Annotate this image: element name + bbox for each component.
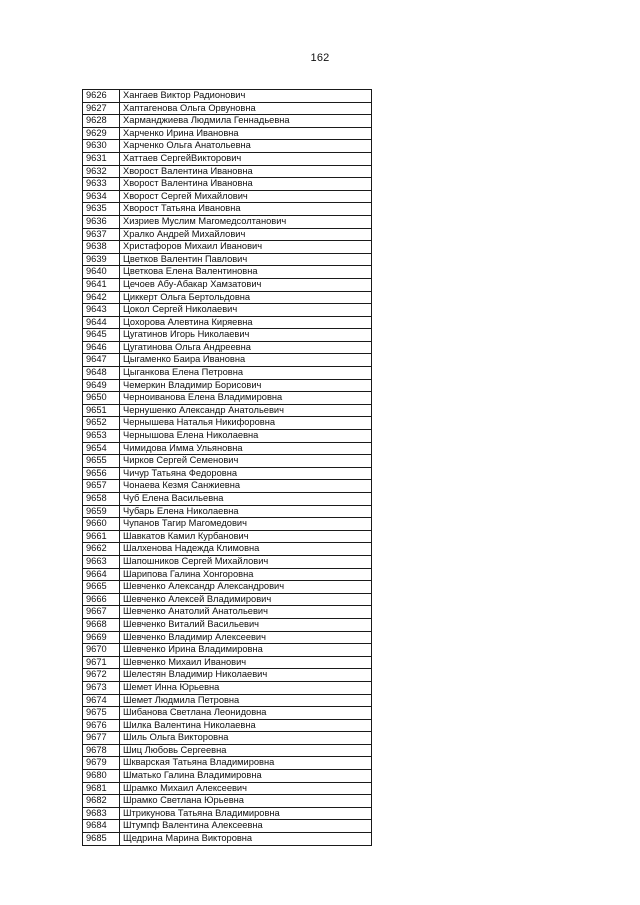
table-row <box>83 644 372 657</box>
person-name: Хворост Сергей Михайлович <box>120 190 372 203</box>
table-row <box>83 631 372 644</box>
person-name: Чирков Сергей Семенович <box>120 455 372 468</box>
row-number: 9633 <box>83 178 120 191</box>
person-name: Хангаев Виктор Радионович <box>120 90 372 103</box>
person-name: Цыгаменко Баира Ивановна <box>120 354 372 367</box>
table-row <box>83 455 372 468</box>
row-number: 9659 <box>83 505 120 518</box>
row-number: 9682 <box>83 795 120 808</box>
row-number: 9685 <box>83 833 120 846</box>
person-name: Шкварская Татьяна Владимировна <box>120 757 372 770</box>
table-row <box>83 417 372 430</box>
table-row <box>83 467 372 480</box>
person-name: Чимидова Имма Ульяновна <box>120 442 372 455</box>
table-row <box>83 178 372 191</box>
row-number: 9630 <box>83 140 120 153</box>
person-name: Харманджиева Людмила Геннадьевна <box>120 115 372 128</box>
row-number: 9629 <box>83 127 120 140</box>
row-number: 9652 <box>83 417 120 430</box>
row-number: 9641 <box>83 278 120 291</box>
table-row <box>83 833 372 846</box>
person-name: Цокол Сергей Николаевич <box>120 304 372 317</box>
person-name: Щедрина Марина Викторовна <box>120 833 372 846</box>
table-row <box>83 341 372 354</box>
person-name: Шматько Галина Владимировна <box>120 770 372 783</box>
row-number: 9665 <box>83 581 120 594</box>
table-row <box>83 719 372 732</box>
table-row <box>83 190 372 203</box>
table-row <box>83 215 372 228</box>
table-row <box>83 606 372 619</box>
row-number: 9631 <box>83 152 120 165</box>
row-number: 9626 <box>83 90 120 103</box>
row-number: 9651 <box>83 404 120 417</box>
table-row <box>83 555 372 568</box>
table-row <box>83 316 372 329</box>
person-name: Цохорова Алевтина Киряевна <box>120 316 372 329</box>
row-number: 9634 <box>83 190 120 203</box>
row-number: 9662 <box>83 543 120 556</box>
table-body <box>83 90 372 846</box>
table-row <box>83 127 372 140</box>
table-row <box>83 304 372 317</box>
row-number: 9640 <box>83 266 120 279</box>
table-row <box>83 152 372 165</box>
person-name: Чуб Елена Васильевна <box>120 493 372 506</box>
row-number: 9660 <box>83 518 120 531</box>
row-number: 9653 <box>83 430 120 443</box>
row-number: 9668 <box>83 618 120 631</box>
person-name: Шевченко Виталий Васильевич <box>120 618 372 631</box>
table-row <box>83 505 372 518</box>
table-row <box>83 770 372 783</box>
table-row <box>83 593 372 606</box>
person-name: Шемет Инна Юрьевна <box>120 681 372 694</box>
person-name: Циккерт Ольга Бертольдовна <box>120 291 372 304</box>
person-name: Шевченко Ирина Владимировна <box>120 644 372 657</box>
table-row <box>83 518 372 531</box>
table-row <box>83 480 372 493</box>
table-row <box>83 140 372 153</box>
person-name: Шрамко Михаил Алексеевич <box>120 782 372 795</box>
row-number: 9644 <box>83 316 120 329</box>
row-number: 9654 <box>83 442 120 455</box>
row-number: 9683 <box>83 807 120 820</box>
person-name: Шевченко Анатолий Анатольевич <box>120 606 372 619</box>
row-number: 9664 <box>83 568 120 581</box>
row-number: 9675 <box>83 707 120 720</box>
person-name: Шелестян Владимир Николаевич <box>120 669 372 682</box>
row-number: 9676 <box>83 719 120 732</box>
row-number: 9671 <box>83 656 120 669</box>
person-name: Цветкова Елена Валентиновна <box>120 266 372 279</box>
person-name: Цугатинов Игорь Николаевич <box>120 329 372 342</box>
person-name: Шилка Валентина Николаевна <box>120 719 372 732</box>
table-row <box>83 782 372 795</box>
page-number: 162 <box>310 52 330 64</box>
person-name: Цечоев Абу-Абакар Хамзатович <box>120 278 372 291</box>
row-number: 9670 <box>83 644 120 657</box>
row-number: 9667 <box>83 606 120 619</box>
table-row <box>83 543 372 556</box>
names-table <box>82 89 372 846</box>
person-name: Чернушенко Александр Анатольевич <box>120 404 372 417</box>
table-row <box>83 707 372 720</box>
person-name: Хаттаев СергейВикторович <box>120 152 372 165</box>
row-number: 9657 <box>83 480 120 493</box>
table-row <box>83 442 372 455</box>
table-row <box>83 757 372 770</box>
row-number: 9647 <box>83 354 120 367</box>
person-name: Чемеркин Владимир Борисович <box>120 379 372 392</box>
person-name: Шевченко Александр Александрович <box>120 581 372 594</box>
table-row <box>83 732 372 745</box>
table-row <box>83 241 372 254</box>
person-name: Цыганкова Елена Петровна <box>120 367 372 380</box>
table-row <box>83 392 372 405</box>
row-number: 9642 <box>83 291 120 304</box>
person-name: Чернышева Наталья Никифоровна <box>120 417 372 430</box>
table-row <box>83 430 372 443</box>
table-row <box>83 354 372 367</box>
table-row <box>83 493 372 506</box>
row-number: 9628 <box>83 115 120 128</box>
table-row <box>83 266 372 279</box>
person-name: Хаптагенова Ольга Орвуновна <box>120 102 372 115</box>
row-number: 9646 <box>83 341 120 354</box>
row-number: 9677 <box>83 732 120 745</box>
person-name: Шавкатов Камил Курбанович <box>120 530 372 543</box>
person-name: Штрикунова Татьяна Владимировна <box>120 807 372 820</box>
table-row <box>83 669 372 682</box>
table-row <box>83 744 372 757</box>
table-row <box>83 329 372 342</box>
table-row <box>83 807 372 820</box>
person-name: Хралко Андрей Михайлович <box>120 228 372 241</box>
row-number: 9636 <box>83 215 120 228</box>
person-name: Христафоров Михаил Иванович <box>120 241 372 254</box>
person-name: Чичур Татьяна Федоровна <box>120 467 372 480</box>
person-name: Чубарь Елена Николаевна <box>120 505 372 518</box>
row-number: 9658 <box>83 493 120 506</box>
person-name: Харченко Ирина Ивановна <box>120 127 372 140</box>
person-name: Черноиванова Елена Владимировна <box>120 392 372 405</box>
row-number: 9655 <box>83 455 120 468</box>
row-number: 9635 <box>83 203 120 216</box>
row-number: 9669 <box>83 631 120 644</box>
row-number: 9638 <box>83 241 120 254</box>
table-row <box>83 291 372 304</box>
person-name: Шиль Ольга Викторовна <box>120 732 372 745</box>
table-row <box>83 367 372 380</box>
person-name: Шевченко Владимир Алексеевич <box>120 631 372 644</box>
person-name: Харченко Ольга Анатольевна <box>120 140 372 153</box>
row-number: 9656 <box>83 467 120 480</box>
person-name: Цветков Валентин Павлович <box>120 253 372 266</box>
person-name: Хворост Валентина Ивановна <box>120 178 372 191</box>
person-name: Шевченко Михаил Иванович <box>120 656 372 669</box>
person-name: Хизриев Муслим Магомедсолтанович <box>120 215 372 228</box>
row-number: 9627 <box>83 102 120 115</box>
row-number: 9674 <box>83 694 120 707</box>
row-number: 9672 <box>83 669 120 682</box>
table-row <box>83 404 372 417</box>
person-name: Шалхенова Надежда Климовна <box>120 543 372 556</box>
table-row <box>83 115 372 128</box>
person-name: Шарипова Галина Хонгоровна <box>120 568 372 581</box>
row-number: 9645 <box>83 329 120 342</box>
person-name: Цугатинова Ольга Андреевна <box>120 341 372 354</box>
table-row <box>83 379 372 392</box>
table-row <box>83 228 372 241</box>
table-row <box>83 165 372 178</box>
table-row <box>83 694 372 707</box>
person-name: Шевченко Алексей Владимирович <box>120 593 372 606</box>
row-number: 9684 <box>83 820 120 833</box>
person-name: Шиц Любовь Сергеевна <box>120 744 372 757</box>
table-row <box>83 90 372 103</box>
table-row <box>83 656 372 669</box>
table-row <box>83 681 372 694</box>
table-row <box>83 618 372 631</box>
person-name: Чупанов Тагир Магомедович <box>120 518 372 531</box>
table-row <box>83 530 372 543</box>
table-row <box>83 581 372 594</box>
table-row <box>83 820 372 833</box>
person-name: Шрамко Светлана Юрьевна <box>120 795 372 808</box>
row-number: 9663 <box>83 555 120 568</box>
row-number: 9681 <box>83 782 120 795</box>
row-number: 9643 <box>83 304 120 317</box>
person-name: Штумпф Валентина Алексеевна <box>120 820 372 833</box>
row-number: 9648 <box>83 367 120 380</box>
person-name: Чонаева Кезмя Санжиевна <box>120 480 372 493</box>
person-name: Хворост Валентина Ивановна <box>120 165 372 178</box>
person-name: Хворост Татьяна Ивановна <box>120 203 372 216</box>
person-name: Шапошников Сергей Михайлович <box>120 555 372 568</box>
person-name: Чернышова Елена Николаевна <box>120 430 372 443</box>
row-number: 9632 <box>83 165 120 178</box>
row-number: 9639 <box>83 253 120 266</box>
row-number: 9637 <box>83 228 120 241</box>
person-name: Шемет Людмила Петровна <box>120 694 372 707</box>
table-row <box>83 102 372 115</box>
table-row <box>83 568 372 581</box>
row-number: 9666 <box>83 593 120 606</box>
row-number: 9680 <box>83 770 120 783</box>
row-number: 9673 <box>83 681 120 694</box>
row-number: 9649 <box>83 379 120 392</box>
person-name: Шибанова Светлана Леонидовна <box>120 707 372 720</box>
table-row <box>83 278 372 291</box>
table-row <box>83 203 372 216</box>
table-row <box>83 253 372 266</box>
table-row <box>83 795 372 808</box>
row-number: 9650 <box>83 392 120 405</box>
row-number: 9679 <box>83 757 120 770</box>
row-number: 9661 <box>83 530 120 543</box>
row-number: 9678 <box>83 744 120 757</box>
